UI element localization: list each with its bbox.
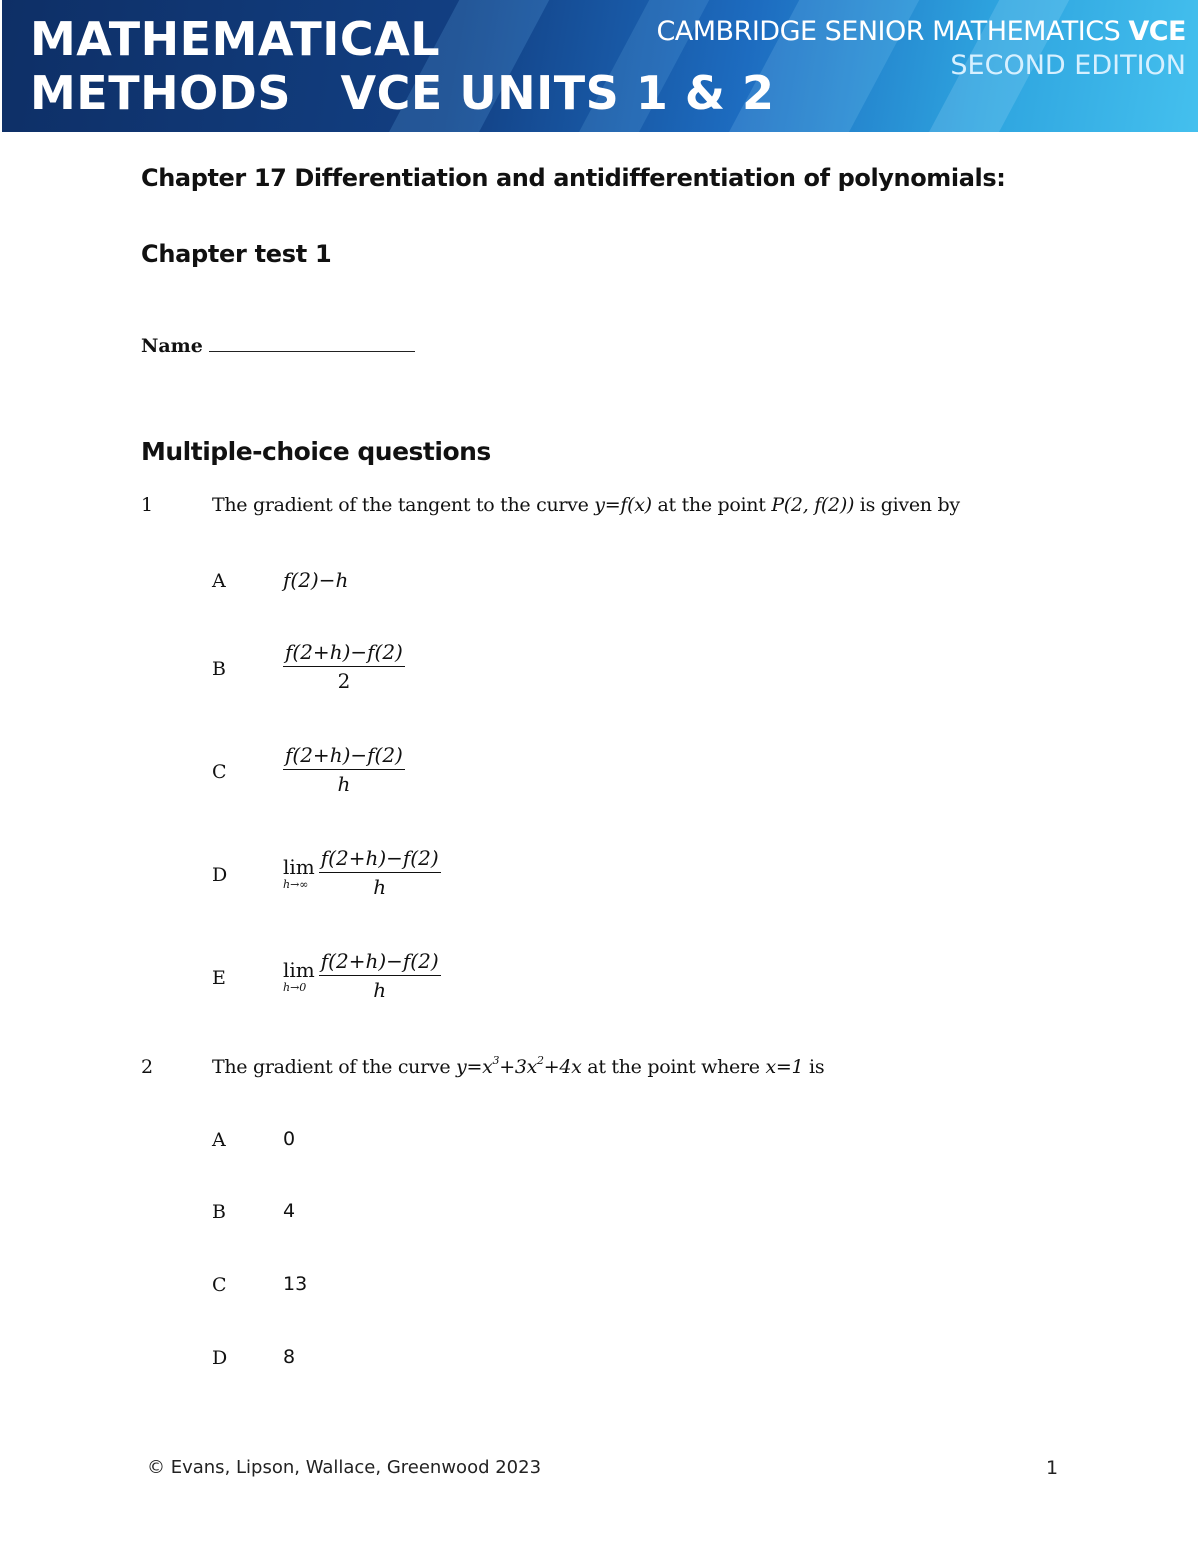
q2-option-b-letter[interactable]: B (212, 1201, 226, 1223)
q2-option-a-value: 0 (283, 1128, 296, 1150)
footer-copyright: © Evans, Lipson, Wallace, Greenwood 2023 (147, 1457, 542, 1478)
page-number: 1 (1046, 1457, 1059, 1479)
q1-option-d-lim-sub: h→∞ (283, 877, 309, 891)
q2-exp-3: 3 (492, 1054, 500, 1067)
q1-option-c-fraction (283, 741, 405, 798)
question-1-text (212, 494, 960, 516)
q1-expr-point: P(2, f(2)) (771, 494, 855, 516)
question-2-text (212, 1056, 824, 1078)
question-2-number: 2 (141, 1056, 154, 1078)
q2-option-c-value: 13 (283, 1273, 308, 1295)
q1-expr-curve: y=f(x) (594, 494, 652, 516)
series-title (656, 16, 1186, 48)
name-field[interactable] (141, 333, 415, 357)
q1-option-d-limit (283, 855, 315, 891)
q1-option-a-expr (283, 568, 348, 592)
subject-line-1: MATHEMATICAL (30, 12, 441, 66)
series-title-bold: VCE (1128, 16, 1186, 47)
q2-option-c-letter[interactable]: C (212, 1274, 227, 1296)
q2-exp-2: 2 (537, 1054, 544, 1067)
q1-option-c-letter[interactable]: C (212, 761, 227, 783)
q2-text-before: The gradient of the curve (212, 1056, 457, 1078)
q1-option-a-letter[interactable]: A (212, 570, 226, 592)
q1-option-c-expr (283, 741, 405, 798)
q1-option-e-numerator: f(2+h)−f(2) (319, 947, 441, 976)
question-1-number: 1 (141, 494, 154, 516)
edition-label: SECOND EDITION (950, 50, 1186, 81)
q1-option-b-numerator: f(2+h)−f(2) (283, 638, 405, 667)
q1-option-e-limit (283, 958, 315, 994)
q1-option-e-letter[interactable]: E (212, 967, 226, 989)
subject-line-2: METHODS VCE UNITS 1 & 2 (30, 66, 775, 120)
series-block (656, 16, 1186, 84)
q1-option-d-letter[interactable]: D (212, 864, 228, 886)
q1-option-d-denominator: h (373, 875, 387, 899)
q2-option-d-value: 8 (283, 1346, 296, 1368)
q1-text-middle: at the point (651, 494, 772, 516)
q1-option-e-lim-word: lim (283, 957, 315, 982)
name-blank-line[interactable] (209, 333, 415, 352)
q2-eq-y: y=x (456, 1056, 493, 1078)
q1-option-c-denominator: h (337, 772, 351, 796)
q2-condition: x=1 (765, 1056, 804, 1078)
name-label: Name (141, 335, 203, 357)
q2-option-a-letter[interactable]: A (212, 1129, 226, 1151)
header-banner (2, 0, 1198, 132)
q1-option-d-fraction (319, 844, 441, 901)
q2-text-middle: at the point where (581, 1056, 766, 1078)
q2-text-after: is (803, 1056, 825, 1078)
q1-option-e-lim-sub: h→0 (283, 980, 307, 994)
q1-option-b-fraction (283, 638, 405, 695)
chapter-title: Chapter 17 Differentiation and antidifferentiation of polynomials: (141, 164, 1006, 192)
q2-option-d-letter[interactable]: D (212, 1347, 228, 1369)
q2-eq-end: +4x (543, 1056, 582, 1078)
q1-option-b-expr (283, 638, 405, 695)
q2-equation (456, 1056, 582, 1078)
q1-option-b-letter[interactable]: B (212, 658, 226, 680)
q1-text-before: The gradient of the tangent to the curve (212, 494, 595, 516)
q1-option-e-denominator: h (373, 978, 387, 1002)
q2-option-b-value: 4 (283, 1200, 296, 1222)
q1-option-a-math: f(2)−h (283, 568, 349, 592)
q1-option-e-expr (283, 947, 441, 1004)
q1-option-d-lim-word: lim (283, 854, 315, 879)
q1-option-d-numerator: f(2+h)−f(2) (319, 844, 441, 873)
q1-option-e-fraction (319, 947, 441, 1004)
q1-text-after: is given by (854, 494, 960, 516)
q1-option-d-expr (283, 844, 441, 901)
test-title: Chapter test 1 (141, 240, 332, 268)
q2-eq-mid: +3x (499, 1056, 538, 1078)
q1-option-c-numerator: f(2+h)−f(2) (283, 741, 405, 770)
section-heading: Multiple-choice questions (141, 437, 491, 466)
q1-option-b-denominator: 2 (337, 669, 351, 693)
series-title-prefix: CAMBRIDGE SENIOR MATHEMATICS (656, 16, 1129, 47)
